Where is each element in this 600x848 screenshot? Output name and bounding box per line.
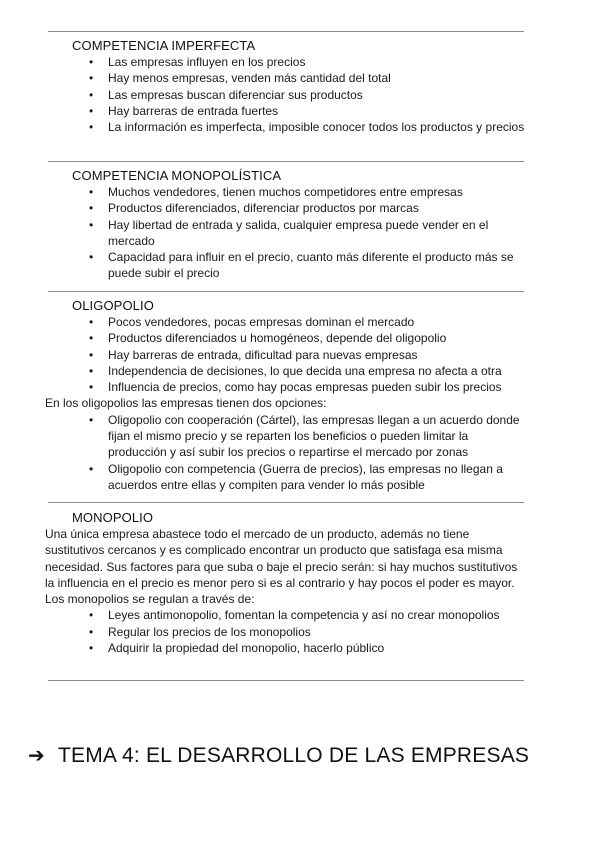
list-item: • Leyes antimonopolio, fomentan la competencia y así no crear monopolios (72, 607, 527, 623)
list-item: • Las empresas buscan diferenciar sus productos (72, 87, 527, 103)
list-item: • Hay barreras de entrada, dificultad para nuevas empresas (72, 347, 527, 363)
oligopolio-options-intro: En los oligopolios las empresas tienen dos opciones: (45, 396, 327, 411)
section-monopolio (45, 510, 527, 656)
section-competencia-imperfecta (72, 38, 527, 135)
list-item: • Influencia de precios, como hay pocas empresas pueden subir los precios (72, 379, 527, 395)
arrow-right-icon: ➔ (28, 745, 45, 767)
bullet-list (72, 54, 527, 135)
bullet-list (72, 184, 527, 282)
monopolio-regulation-intro: Los monopolios se regulan a través de: (45, 592, 255, 607)
list-item: • Hay barreras de entrada fuertes (72, 103, 527, 119)
bullet-list (72, 607, 527, 656)
section-competencia-monopolistica (72, 168, 527, 282)
list-item: • Regular los precios de los monopolios (72, 624, 527, 640)
divider-bottom (48, 680, 524, 681)
list-item: • Las empresas influyen en los precios (72, 54, 527, 70)
section-title: COMPETENCIA IMPERFECTA (72, 38, 256, 53)
list-item: • Adquirir la propiedad del monopolio, hacerlo público (72, 640, 527, 656)
list-item: • Muchos vendedores, tienen muchos competidores entre empresas (72, 184, 527, 200)
list-item: • Capacidad para influir en el precio, cuanto más diferente el producto más se puede subir el precio (72, 249, 527, 282)
list-item: • La información es imperfecta, imposible conocer todos los productos y precios (72, 119, 527, 135)
list-item: • Hay libertad de entrada y salida, cualquier empresa puede vender en el mercado (72, 217, 527, 250)
list-item: • Productos diferenciados, diferenciar productos por marcas (72, 200, 527, 216)
section-title: MONOPOLIO (72, 510, 154, 525)
divider (48, 502, 524, 503)
divider (48, 161, 524, 162)
section-title: COMPETENCIA MONOPOLÍSTICA (72, 168, 282, 183)
list-item: • Pocos vendedores, pocas empresas dominan el mercado (72, 314, 527, 330)
list-item: • Oligopolio con cooperación (Cártel), las empresas llegan a un acuerdo donde fijan el mismo precio y se reparten los beneficios o pueden limitar la producción y así subir los precios o repartirse el mercado por zonas (72, 412, 527, 461)
bullet-list (72, 314, 527, 395)
next-topic-heading (28, 744, 529, 768)
list-item: • Hay menos empresas, venden más cantidad del total (72, 70, 527, 86)
section-oligopolio (45, 298, 527, 493)
monopolio-paragraph: Una única empresa abastece todo el mercado de un producto, además no tiene sustitutivos cercanos y es complicado encontrar un producto que satisfaga esa misma necesidad. Sus factores para que suba o baje el precio serán: si hay muchos sustitutivos la influencia en el precio es menor pero si es al contrario y hay pocos el poder es mayor. (45, 527, 518, 590)
options-list (72, 412, 527, 493)
divider (48, 291, 524, 292)
divider-top (48, 31, 524, 32)
list-item: • Oligopolio con competencia (Guerra de precios), las empresas no llegan a acuerdos entre ellas y compiten para vender lo más posible (72, 461, 527, 494)
list-item: • Productos diferenciados u homogéneos, depende del oligopolio (72, 330, 527, 346)
section-title: OLIGOPOLIO (72, 298, 154, 313)
next-topic-title: TEMA 4: EL DESARROLLO DE LAS EMPRESAS (58, 744, 530, 767)
list-item: • Independencia de decisiones, lo que decida una empresa no afecta a otra (72, 363, 527, 379)
